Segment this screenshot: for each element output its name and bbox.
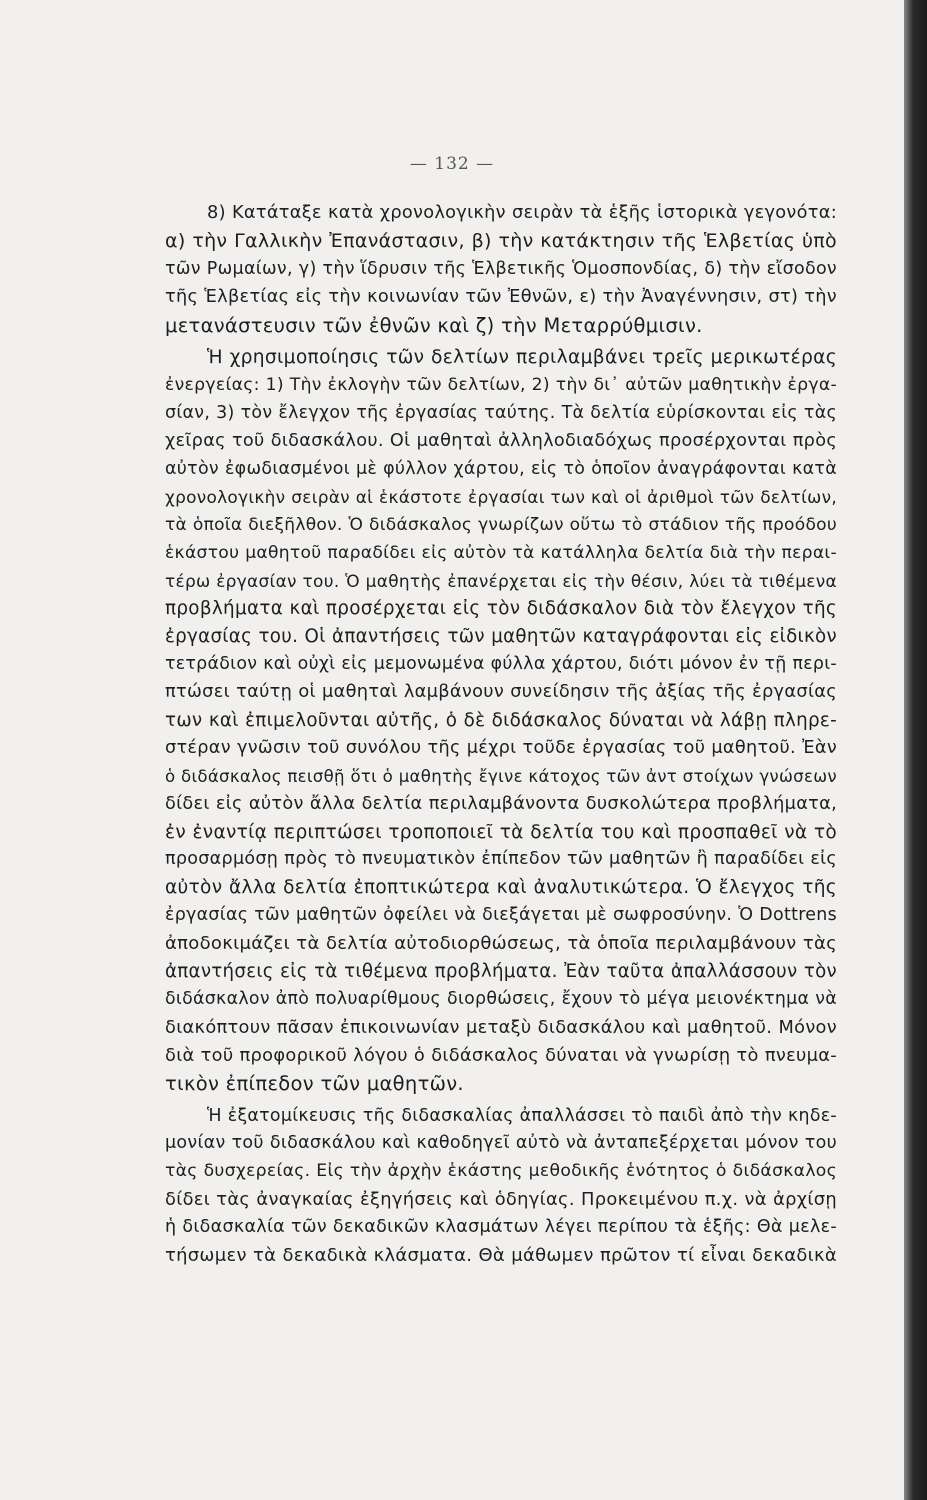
text-line: ἑκάστου μαθητοῦ παραδίδει εἰς αὐτὸν τὰ κατάλληλα δελτία διὰ τὴν περαι- [165,542,837,563]
text-line: των καὶ ἐπιμελοῦνται αὐτῆς, ὁ δὲ διδάσκαλος δύναται νὰ λάβῃ πληρε- [165,710,837,732]
text-line: τέρω ἐργασίαν του. Ὁ μαθητὴς ἐπανέρχεται εἰς τὴν θέσιν, λύει τὰ τιθέμενα [165,570,837,591]
text-line: πτώσει ταύτῃ οἱ μαθηταὶ λαμβάνουν συνείδησιν τῆς ἀξίας τῆς ἐργασίας [165,682,837,703]
text-line: τετράδιον καὶ οὐχὶ εἰς μεμονωμένα φύλλα χάρτου, διότι μόνον ἐν τῇ περι- [165,654,837,675]
text-line: ὁ διδάσκαλος πεισθῇ ὅτι ὁ μαθητὴς ἔγινε κάτοχος τῶν ἀντ στοίχων γνώσεων [165,766,837,786]
text-line: ἐργασίας τῶν μαθητῶν ὀφείλει νὰ διεξάγεται μὲ σωφροσύνην. Ὁ Dottrens [165,905,837,926]
text-line: διακόπτουν πᾶσαν ἐπικοινωνίαν μεταξὺ διδασκάλου καὶ μαθητοῦ. Μόνον [165,1016,837,1038]
text-line: ἐν ἐναντίᾳ περιπτώσει τροποποιεῖ τὰ δελτία του καὶ προσπαθεῖ νὰ τὸ [165,821,837,843]
text-line: αὐτὸν ἄλλα δελτία ἐποπτικώτερα καὶ ἀναλυτικώτερα. Ὁ ἔλεγχος τῆς [165,877,837,899]
text-line: προβλήματα καὶ προσέρχεται εἰς τὸν διδάσκαλον διὰ τὸν ἔλεγχον τῆς [165,598,837,620]
text-line: προσαρμόσῃ πρὸς τὸ πνευματικὸν ἐπίπεδον τῶν μαθητῶν ἢ παραδίδει εἰς [165,849,837,870]
text-line: τῆς Ἑλβετίας εἰς τὴν κοινωνίαν τῶν Ἐθνῶν, ε) τὴν Ἀναγέννησιν, στ) τὴν [165,286,837,307]
text-line: μονίαν τοῦ διδασκάλου καὶ καθοδηγεῖ αὐτὸ νὰ ἀνταπεξέρχεται μόνον του [165,1133,837,1154]
body-text [165,200,837,1270]
text-line: διδάσκαλον ἀπὸ πολυαρίθμους διορθώσεις, ἔχουν τὸ μέγα μειονέκτημα νὰ [165,988,837,1009]
text-line: διὰ τοῦ προφορικοῦ λόγου ὁ διδάσκαλος δύναται νὰ γνωρίσῃ τὸ πνευμα- [165,1044,837,1066]
text-line: ἐργασίας του. Οἱ ἀπαντήσεις τῶν μαθητῶν καταγράφονται εἰς εἰδικὸν [165,626,837,648]
text-line: 8) Κατάταξε κατὰ χρονολογικὴν σειρὰν τὰ ἑξῆς ἱστορικὰ γεγονότα: [207,203,837,223]
text-line: τὰς δυσχερείας. Εἰς τὴν ἀρχὴν ἑκάστης μεθοδικῆς ἑνότητος ὁ διδάσκαλος [165,1161,837,1182]
text-line: χεῖρας τοῦ διδασκάλου. Οἱ μαθηταὶ ἀλληλοδιαδόχως προσέρχονται πρὸς [165,431,837,452]
paragraph [165,1103,837,1270]
text-line: ἡ διδασκαλία τῶν δεκαδικῶν κλασμάτων λέγει περίπου τὰ ἑξῆς: Θὰ μελε- [165,1217,837,1238]
text-line: ἀποδοκιμάζει τὰ δελτία αὐτοδιορθώσεως, τὰ ὁποῖα περιλαμβάνουν τὰς [165,933,837,955]
text-line: δίδει εἰς αὐτὸν ἄλλα δελτία περιλαμβάνοντα δυσκολώτερα προβλήματα, [165,793,837,814]
text-line: μετανάστευσιν τῶν ἐθνῶν καὶ ζ) τὴν Μεταρρύθμισιν. [165,313,703,337]
text-line: ἀπαντήσεις εἰς τὰ τιθέμενα προβλήματα. Ἐὰν ταῦτα ἀπαλλάσσουν τὸν [165,961,837,983]
text-line: ἐνεργείας: 1) Τὴν ἐκλογὴν τῶν δελτίων, 2) τὴν δι᾽ αὐτῶν μαθητικὴν ἐργα- [165,375,837,396]
text-line: Ἡ ἐξατομίκευσις τῆς διδασκαλίας ἀπαλλάσσει τὸ παιδὶ ἀπὸ τὴν κηδε- [207,1105,837,1126]
text-line: τῶν Ρωμαίων, γ) τὴν ἵδρυσιν τῆς Ἑλβετικῆς Ὁμοσπονδίας, δ) τὴν εἴσοδον [165,258,837,279]
text-line: τὰ ὁποῖα διεξῆλθον. Ὁ διδάσκαλος γνωρίζων οὕτω τὸ στάδιον τῆς προόδου [165,514,837,535]
text-line: τήσωμεν τὰ δεκαδικὰ κλάσματα. Θὰ μάθωμεν πρῶτον τί εἶναι δεκαδικὰ [165,1244,837,1266]
text-line: τικὸν ἐπίπεδον τῶν μαθητῶν. [165,1071,464,1095]
paragraph [165,200,837,339]
page-edge-shadow [904,0,927,1500]
text-line: στέραν γνῶσιν τοῦ συνόλου τῆς μέχρι τοῦδε ἐργασίας τοῦ μαθητοῦ. Ἐὰν [165,737,837,758]
paragraph [165,344,837,1097]
text-line: α) τὴν Γαλλικὴν Ἐπανάστασιν, β) τὴν κατάκτησιν τῆς Ἑλβετίας ὑπὸ [165,229,837,252]
text-line: αὐτὸν ἐφωδιασμένοι μὲ φύλλον χάρτου, εἰς τὸ ὁποῖον ἀναγράφονται κατὰ [165,459,837,480]
page-number: — 132 — [409,154,495,174]
text-line: δίδει τὰς ἀναγκαίας ἐξηγήσεις καὶ ὁδηγίας. Προκειμένου π.χ. νὰ ἀρχίσῃ [165,1189,837,1211]
text-line: χρονολογικὴν σειρὰν αἱ ἑκάστοτε ἐργασίαι των καὶ οἱ ἀριθμοὶ τῶν δελτίων, [165,486,837,507]
text-line: σίαν, 3) τὸν ἔλεγχον τῆς ἐργασίας ταύτης. Τὰ δελτία εὑρίσκονται εἰς τὰς [165,403,837,424]
text-line: Ἡ χρησιμοποίησις τῶν δελτίων περιλαμβάνει τρεῖς μερικωτέρας [207,347,837,369]
